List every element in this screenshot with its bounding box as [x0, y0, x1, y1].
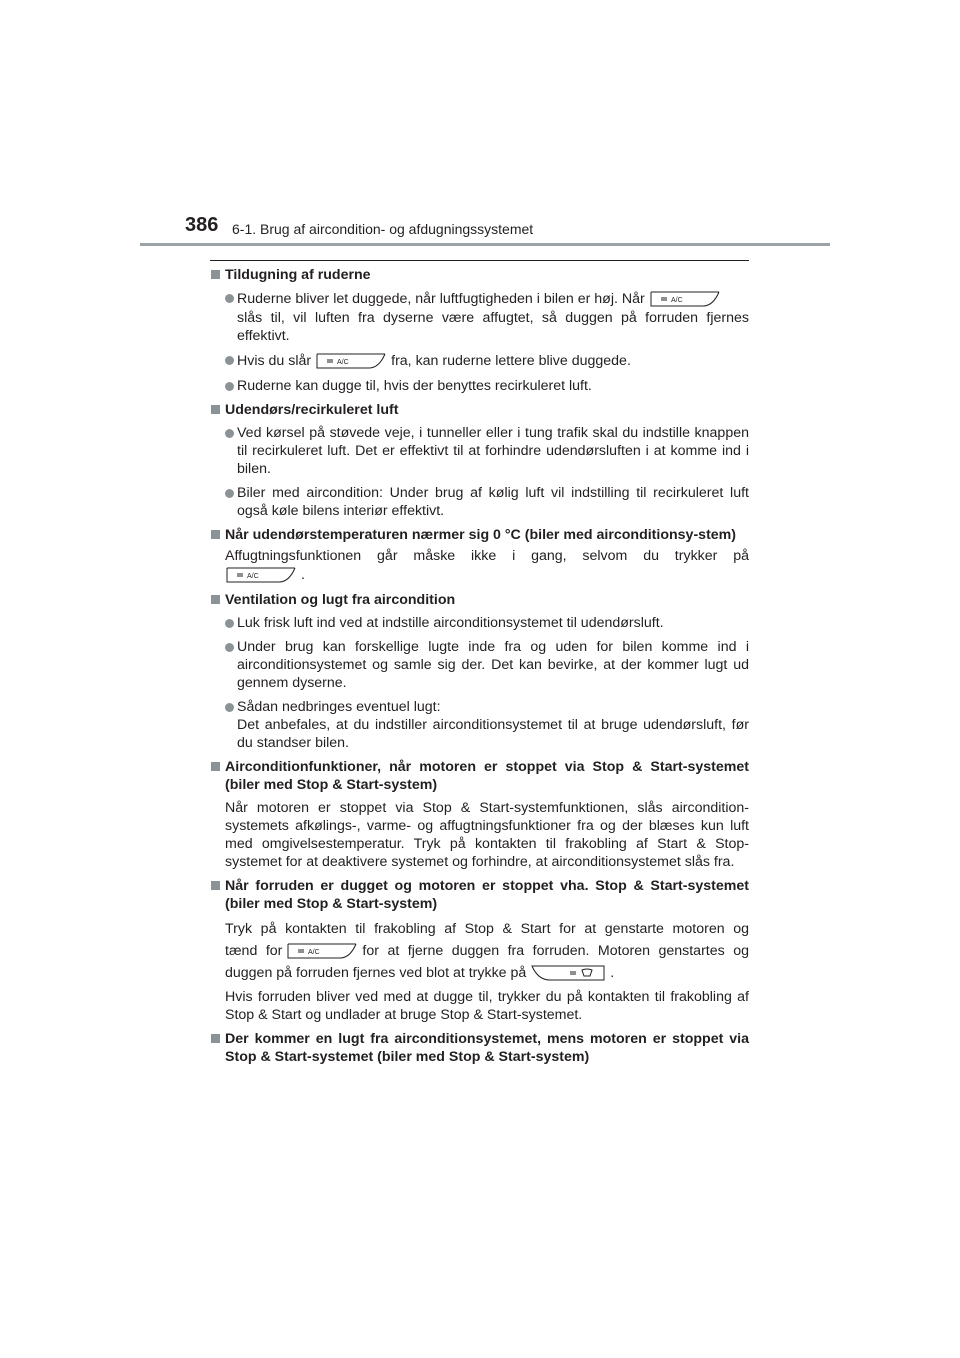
- section-title: Airconditionfunktioner, når motoren er stoppet via Stop & Start-systemet (biler med Stop & Start-system): [210, 758, 749, 794]
- round-bullet-icon: [225, 382, 234, 391]
- round-bullet-icon: [225, 429, 234, 438]
- svg-text:A/C: A/C: [308, 949, 321, 957]
- ac-button-icon: [225, 565, 297, 585]
- section-title: Når forruden er dugget og motoren er stoppet vha. Stop & Start-systemet (biler med Stop & Start-system): [210, 877, 749, 913]
- section-title: Når udendørstemperaturen nærmer sig 0 °C (biler med airconditionsy-stem): [210, 526, 749, 544]
- square-bullet-icon: [211, 762, 220, 771]
- svg-text:A/C: A/C: [337, 359, 349, 366]
- round-bullet-icon: [225, 489, 234, 498]
- windshield-defogger-button-icon: [530, 963, 606, 983]
- round-bullet-icon: [225, 356, 234, 365]
- square-bullet-icon: [211, 530, 220, 539]
- section-title: Der kommer en lugt fra airconditionsystemet, mens motoren er stoppet via Stop & Start-systemet (biler med Stop & Start-system): [210, 1030, 749, 1066]
- section-ac-stop-start: [210, 758, 749, 871]
- paragraph: Tryk på kontakten til frakobling af Stop & Start for at genstarte motoren og tænd for A/C for at fjerne duggen fra forruden. Motoren genstartes og duggen på forruden fjernes ved blot at trykke på .: [210, 918, 749, 984]
- section-title: Udendørs/recirkuleret luft: [210, 401, 749, 419]
- header-rule: [140, 243, 830, 246]
- round-bullet-icon: [225, 643, 234, 652]
- round-bullet-icon: [225, 294, 234, 303]
- paragraph: Affugtningsfunktionen går måske ikke i gang, selvom du trykker på A/C .: [210, 547, 749, 585]
- page-number: 386: [185, 214, 219, 236]
- bullet-item: Hvis du slår A/C fra, kan ruderne lettere blive duggede.: [210, 351, 749, 371]
- section-rule: [210, 260, 749, 261]
- square-bullet-icon: [211, 270, 220, 279]
- paragraph: Når motoren er stoppet via Stop & Start-systemfunktionen, slås aircondition-systemets afkølings-, varme- og affugtningsfunktioner fra og der blæses kun luft med omgivelsestemperatur. Tryk på kontakten til frakobling af Start & Stop-systemet for at deaktivere systemet og forhindre, at airconditionsystemet slås fra.: [225, 800, 749, 870]
- ac-button-icon: [315, 351, 387, 371]
- section-windshield-fogged-stop-start: [210, 877, 749, 1024]
- bullet-item: Under brug kan forskellige lugte inde fra og uden for bilen komme ind i airconditionsystemet og samle sig der. Det kan bevirke, at der kommer lugt ud gennem dyserne.: [210, 638, 749, 692]
- round-bullet-icon: [225, 703, 234, 712]
- svg-text:A/C: A/C: [670, 297, 683, 304]
- svg-text:A/C: A/C: [247, 573, 259, 580]
- section-defogging: [210, 266, 749, 395]
- section-near-zero-temperature: [210, 526, 749, 585]
- bullet-item: Ruderne kan dugge til, hvis der benyttes recirkuleret luft.: [210, 377, 749, 395]
- section-ventilation-odor: [210, 591, 749, 752]
- paragraph: Hvis forruden bliver ved med at dugge til, trykker du på kontakten til frakobling af Stop & Start og undlader at bruge Stop & Start-systemet.: [225, 989, 749, 1023]
- ac-button-icon: [649, 289, 721, 309]
- bullet-item: Ved kørsel på støvede veje, i tunneller eller i tung trafik skal du indstille knappen til recirkuleret luft. Det er effektivt til at forhindre udendørsluften i at komme ind i bilen.: [210, 424, 749, 478]
- chapter-title: 6-1. Brug af aircondition- og afdugningssystemet: [232, 221, 534, 237]
- bullet-item: Biler med aircondition: Under brug af kølig luft vil indstilling til recirkuleret luft også køle bilens interiør effektivt.: [210, 484, 749, 520]
- round-bullet-icon: [225, 619, 234, 628]
- bullet-item: Luk frisk luft ind ved at indstille airconditionsystemet til udendørsluft.: [210, 614, 749, 632]
- section-odor-stop-start: [210, 1030, 749, 1066]
- bullet-item: Sådan nedbringes eventuel lugt: Det anbefales, at du indstiller airconditionsystemet til at bruge udendørsluft, før du standser bilen.: [210, 698, 749, 752]
- ac-button-icon: [286, 941, 358, 961]
- square-bullet-icon: [211, 405, 220, 414]
- section-title: Tildugning af ruderne: [210, 266, 749, 284]
- square-bullet-icon: [211, 881, 220, 890]
- section-title: Ventilation og lugt fra aircondition: [210, 591, 749, 609]
- bullet-item: Ruderne bliver let duggede, når luftfugtigheden i bilen er høj. Når A/C slås til, vil luften fra dyserne være affugtet, så duggen på forruden fjernes effektivt.: [210, 289, 749, 345]
- square-bullet-icon: [211, 595, 220, 604]
- section-outside-recirculated-air: [210, 401, 749, 520]
- page-content: [210, 266, 749, 1072]
- square-bullet-icon: [211, 1034, 220, 1043]
